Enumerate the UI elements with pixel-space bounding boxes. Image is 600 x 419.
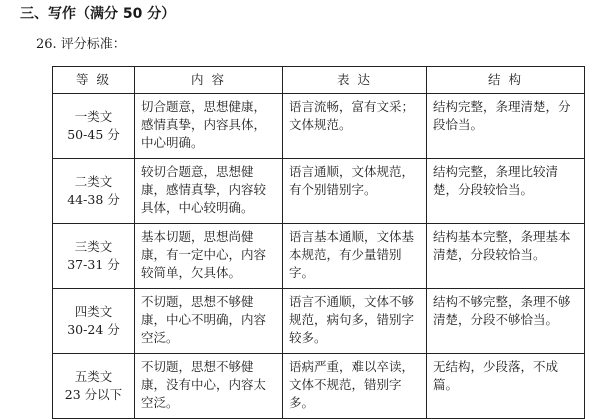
table-row: [53, 224, 585, 289]
level-name: 三类文: [74, 239, 113, 254]
content-cell: 不切题，思想不够健康，中心不明确，内容空泛。: [135, 289, 283, 354]
level-score: 37-31 分: [67, 257, 120, 272]
grading-table: [52, 66, 585, 419]
level-name: 一类文: [74, 109, 113, 124]
content-cell: 基本切题，思想尚健康，有一定中心，内容较简单，欠具体。: [135, 224, 283, 289]
section-title: 三、写作（满分 50 分）: [20, 6, 176, 22]
table-header-row: [53, 67, 585, 94]
expression-cell: 语言基本通顺，文体基本规范，有少量错别字。: [283, 224, 427, 289]
structure-cell: 结构不够完整，条理不够清楚，分段不够恰当。: [427, 289, 585, 354]
content-cell: 切合题意，思想健康，感情真挚，内容具体，中心明确。: [135, 94, 283, 159]
level-cell: [53, 289, 135, 354]
header-expression: 表 达: [283, 67, 427, 94]
level-score: 50-45 分: [67, 127, 120, 142]
header-content: 内 容: [135, 67, 283, 94]
table-row: [53, 94, 585, 159]
level-score: 30-24 分: [67, 322, 120, 337]
structure-cell: 结构基本完整，条理基本清楚，分段较恰当。: [427, 224, 585, 289]
expression-cell: 语病严重，难以卒读，文体不规范，错别字多。: [283, 354, 427, 419]
question-label: 26. 评分标准：: [36, 37, 126, 52]
level-score: 23 分以下: [64, 387, 123, 402]
structure-cell: 无结构，少段落，不成篇。: [427, 354, 585, 419]
expression-cell: 语言流畅，富有文采；文体规范。: [283, 94, 427, 159]
level-cell: [53, 159, 135, 224]
level-score: 44-38 分: [67, 192, 120, 207]
table-row: [53, 354, 585, 419]
level-cell: [53, 224, 135, 289]
table-row: [53, 289, 585, 354]
level-name: 五类文: [74, 369, 113, 384]
structure-cell: 结构完整，条理比较清楚，分段较恰当。: [427, 159, 585, 224]
level-cell: [53, 354, 135, 419]
structure-cell: 结构完整，条理清楚，分段恰当。: [427, 94, 585, 159]
expression-cell: 语言通顺，文体规范，有个别错别字。: [283, 159, 427, 224]
table-row: [53, 159, 585, 224]
content-cell: 不切题，思想不够健康，没有中心，内容太空泛。: [135, 354, 283, 419]
level-name: 四类文: [74, 304, 113, 319]
header-structure: 结 构: [427, 67, 585, 94]
level-cell: [53, 94, 135, 159]
level-name: 二类文: [74, 174, 113, 189]
expression-cell: 语言不通顺，文体不够规范，病句多，错别字较多。: [283, 289, 427, 354]
header-level: 等 级: [53, 67, 135, 94]
content-cell: 较切合题意，思想健康，感情真挚，内容较具体，中心较明确。: [135, 159, 283, 224]
